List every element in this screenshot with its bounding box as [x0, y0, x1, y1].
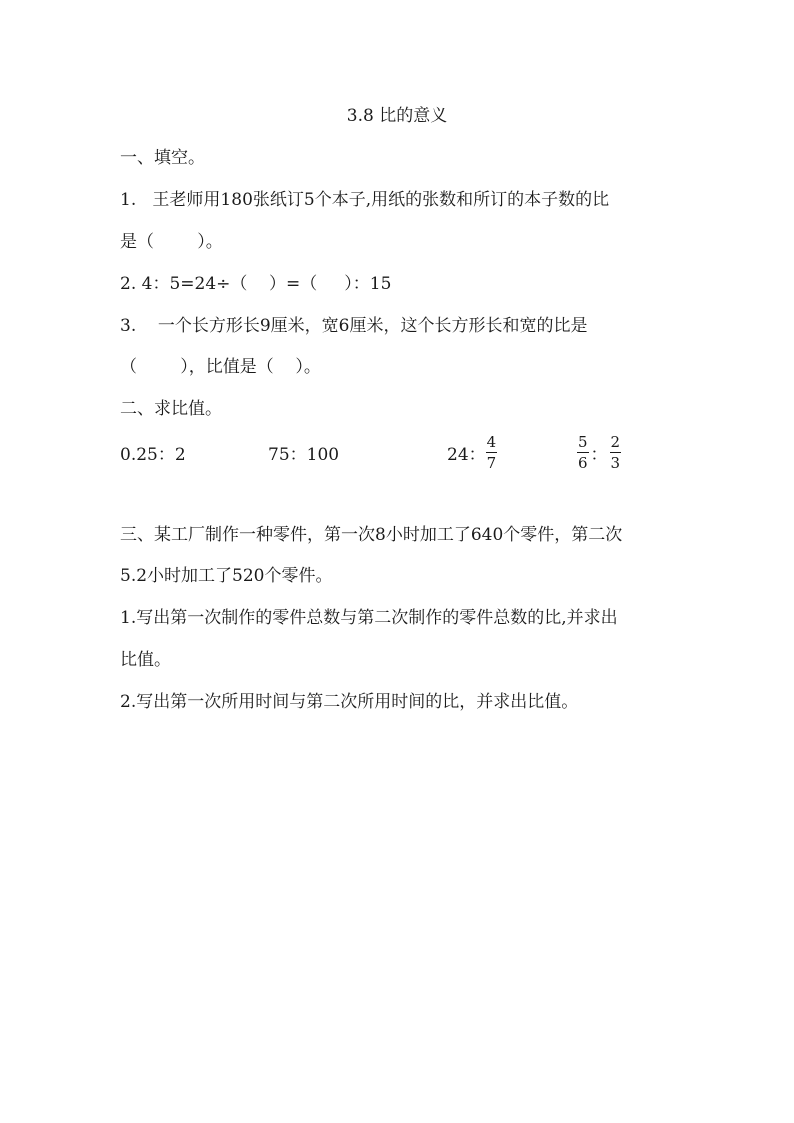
fraction-5-6 [577, 433, 589, 472]
fraction-denominator: 7 [486, 453, 497, 472]
section3-question2: 2.写出第一次所用时间与第二次所用时间的比，并求出比值。 [120, 692, 579, 712]
fraction-numerator: 5 [578, 432, 588, 451]
section1-heading: 一、填空。 [120, 148, 205, 168]
fraction-4-7 [486, 433, 498, 472]
ratio-separator: ： [590, 444, 608, 465]
page-title: 3.8 比的意义 [346, 106, 448, 126]
ratio-item-1-text: 0.25：2 [120, 444, 186, 465]
ratio-item-2 [268, 430, 339, 474]
fraction-denominator: 6 [578, 453, 588, 472]
section2-heading: 二、求比值。 [120, 399, 222, 419]
fraction-2-3 [610, 433, 622, 472]
section3-line2: 5.2小时加工了520个零件。 [120, 566, 333, 586]
section3-question1-line1: 1.写出第一次制作的零件总数与第二次制作的零件总数的比,并求出 [120, 608, 618, 628]
ratio-item-3 [447, 430, 497, 474]
ratio-item-1 [120, 430, 186, 474]
section3-question1-line2: 比值。 [120, 650, 171, 670]
fraction-numerator: 2 [610, 432, 621, 451]
fraction-numerator: 4 [486, 432, 497, 451]
question3-line2: （ ），比值是（ ）。 [120, 357, 321, 377]
section3-line1: 三、某工厂制作一种零件，第一次8小时加工了640个零件，第二次 [120, 525, 623, 545]
fraction-denominator: 3 [610, 453, 621, 472]
question3-line1: 3. 一个长方形长9厘米，宽6厘米，这个长方形长和宽的比是 [120, 316, 588, 336]
question1-line2: 是（ ）。 [120, 232, 223, 252]
ratio-item-4 [577, 430, 621, 474]
ratio-item-2-text: 75：100 [268, 444, 340, 465]
question1-line1: 1. 王老师用180张纸订5个本子,用纸的张数和所订的本子数的比 [120, 190, 610, 210]
ratio-item-3-prefix: 24： [447, 444, 486, 465]
question2: 2. 4：5=24÷（ ）=（ ）：15 [120, 274, 392, 294]
